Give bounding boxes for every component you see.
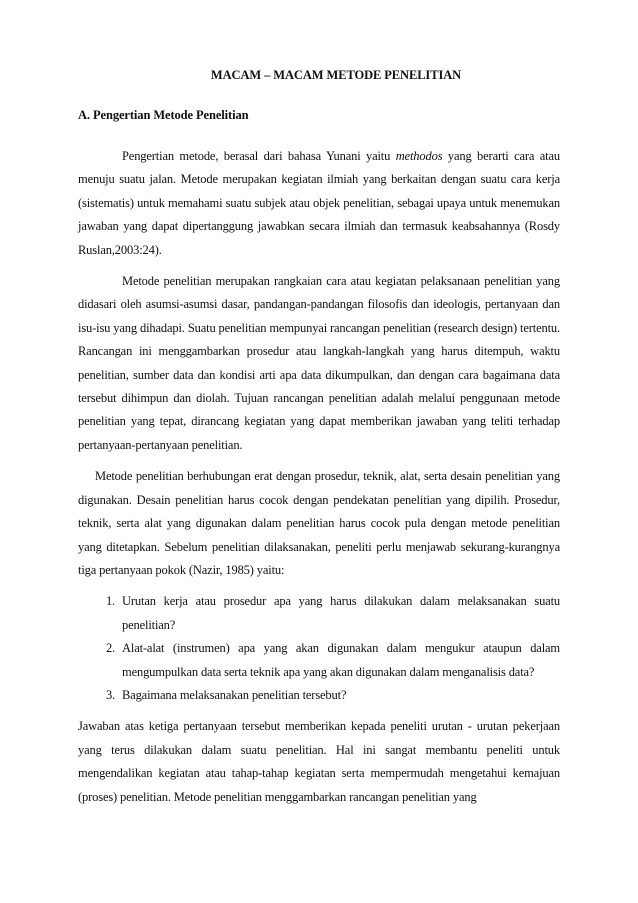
- list-item: 3. Bagaimana melaksanakan penelitian tersebut?: [118, 684, 560, 707]
- page-title: MACAM – MACAM METODE PENELITIAN: [210, 68, 462, 82]
- paragraph-research-method: Metode penelitian merupakan rangkaian cara atau kegiatan pelaksanaan penelitian yang didasari oleh asumsi-asumsi dasar, pandangan-pandangan filosofis dan ideologis, pertanyaan dan isu-isu yang dihadapi. Suatu penelitian mempunyai rancangan penelitian (research design) tertentu. Rancangan ini menggambarkan prosedur atau langkah-langkah yang harus ditempuh, waktu penelitian, sumber data dan kondisi arti apa data dikumpulkan, dan dengan cara bagaimana data tersebut dihimpun dan diolah. Tujuan rancangan penelitian adalah melalui penggunaan metode penelitian yang tepat, dirancang kegiatan yang dapat memberikan jawaban yang teliti terhadap pertanyaan-pertanyaan penelitian.: [78, 274, 560, 452]
- question-list: [78, 590, 560, 707]
- paragraph-procedure: Metode penelitian berhubungan erat dengan prosedur, teknik, alat, serta desain penelitian yang digunakan. Desain penelitian harus cocok dengan pendekatan penelitian yang dipilih. Prosedur, teknik, serta alat yang digunakan dalam penelitian harus cocok pula dengan metode penelitian yang ditetapkan. Sebelum penelitian dilaksanakan, peneliti perlu menjawab sekurang-kurangnya tiga pertanyaan pokok (Nazir, 1985) yaitu:: [78, 469, 560, 577]
- paragraph-answers: Jawaban atas ketiga pertanyaan tersebut memberikan kepada peneliti urutan - urutan pekerjaan yang terus dilakukan dalam suatu penelitian. Hal ini sangat membantu peneliti untuk mengendalikan kegiatan atau tahap-tahap kegiatan serta mempermudah mengetahui kemajuan (proses) penelitian. Metode penelitian menggambarkan rancangan penelitian yang: [78, 719, 560, 804]
- paragraph-definition-rest: yang berarti cara atau menuju suatu jalan. Metode merupakan kegiatan ilmiah yang berkaitan dengan suatu cara kerja (sistematis) untuk memahami suatu subjek atau objek penelitian, sebagai upaya untuk menemukan jawaban yang dapat dipertanggung jawabkan secara ilmiah dan termasuk keabsahannya (Rosdy Ruslan,2003:24).: [78, 149, 560, 257]
- section-heading: A. Pengertian Metode Penelitian: [78, 108, 249, 122]
- list-item: 1. Urutan kerja atau prosedur apa yang harus dilakukan dalam melaksanakan suatu penelitian?: [118, 590, 560, 637]
- paragraph-definition: [78, 145, 560, 262]
- list-item: 2. Alat-alat (instrumen) apa yang akan digunakan dalam mengukur ataupun dalam mengumpulkan data serta teknik apa yang akan digunakan dalam menganalisis data?: [118, 637, 560, 684]
- methodos-term: methodos: [395, 149, 443, 163]
- paragraph-definition-start: Pengertian metode, berasal dari bahasa Yunani yaitu: [122, 149, 396, 163]
